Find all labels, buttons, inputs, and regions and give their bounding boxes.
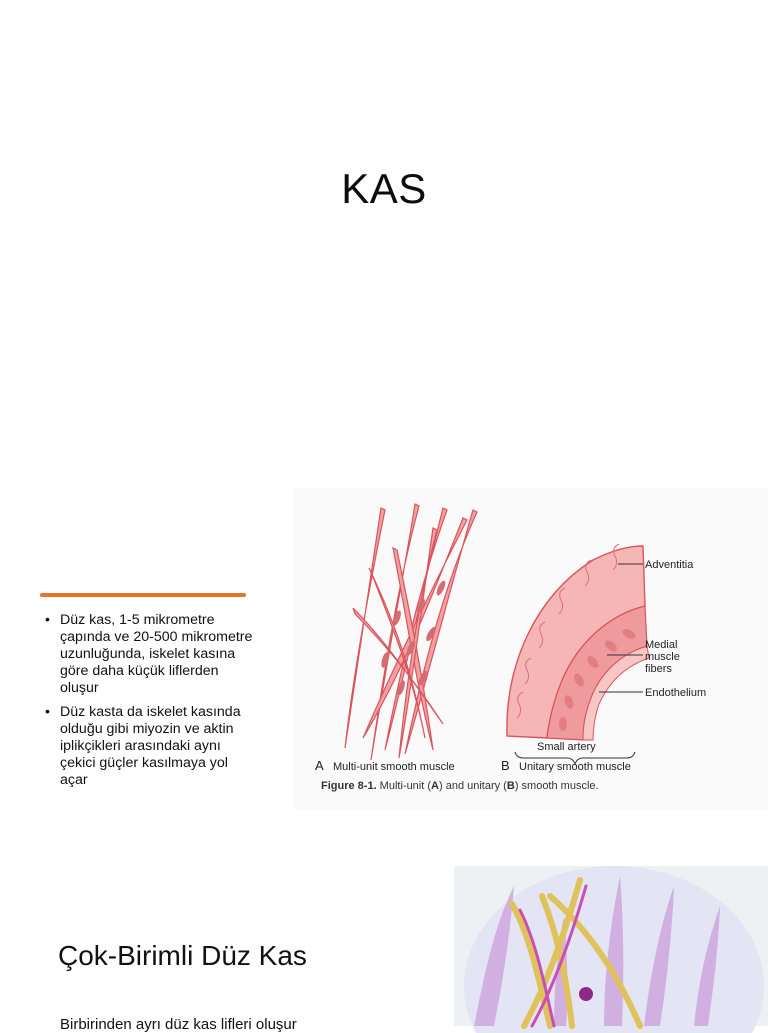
label-medial-line1: Medial (645, 639, 678, 651)
accent-divider (40, 593, 246, 597)
figure-caption (321, 780, 599, 792)
micrograph-illustration (454, 866, 768, 1026)
label-panel-a: Multi-unit smooth muscle (333, 761, 455, 773)
artery-wall (507, 544, 649, 740)
label-adventitia: Adventitia (645, 559, 694, 571)
bullet-item: • Düz kasta da iskelet kasında olduğu gibi miyozin ve aktin iplikçikleri arasındaki aynı çekici güçler kasılmaya yol açar (44, 704, 256, 789)
caption-part: A (431, 780, 439, 792)
title-slide (0, 0, 768, 440)
bullet-list (44, 612, 256, 796)
bullet-item: • Düz kas, 1-5 mikrometre çapında ve 20-500 mikrometre uzunluğunda, iskelet kasına göre daha küçük liflerden oluşur (44, 612, 256, 697)
multi-unit-fibers (345, 504, 477, 760)
micrograph-image (454, 866, 768, 1026)
smooth-muscle-figure (293, 488, 768, 810)
caption-prefix: Figure 8-1. (321, 780, 377, 792)
smooth-muscle-slide (0, 440, 768, 840)
caption-part: B (506, 780, 515, 792)
section-title: Çok-Birimli Düz Kas (58, 940, 307, 971)
caption-part: Multi-unit ( (376, 780, 432, 792)
multi-unit-slide (0, 840, 768, 1033)
label-panel-b-letter: B (501, 758, 510, 773)
label-medial-line2: muscle (645, 651, 680, 663)
label-small-artery: Small artery (537, 741, 596, 753)
bullet-item-partial: Birbirinden ayrı düz kas lifleri oluşur (60, 1016, 297, 1033)
figure-illustration (293, 488, 768, 810)
slide-title: KAS (341, 165, 427, 212)
label-panel-a-letter: A (315, 758, 324, 773)
label-endothelium: Endothelium (645, 687, 707, 699)
label-medial-line3: fibers (645, 663, 672, 675)
label-panel-b: Unitary smooth muscle (519, 761, 631, 773)
caption-part: ) smooth muscle. (514, 780, 599, 792)
caption-part: ) and unitary ( (438, 780, 507, 792)
